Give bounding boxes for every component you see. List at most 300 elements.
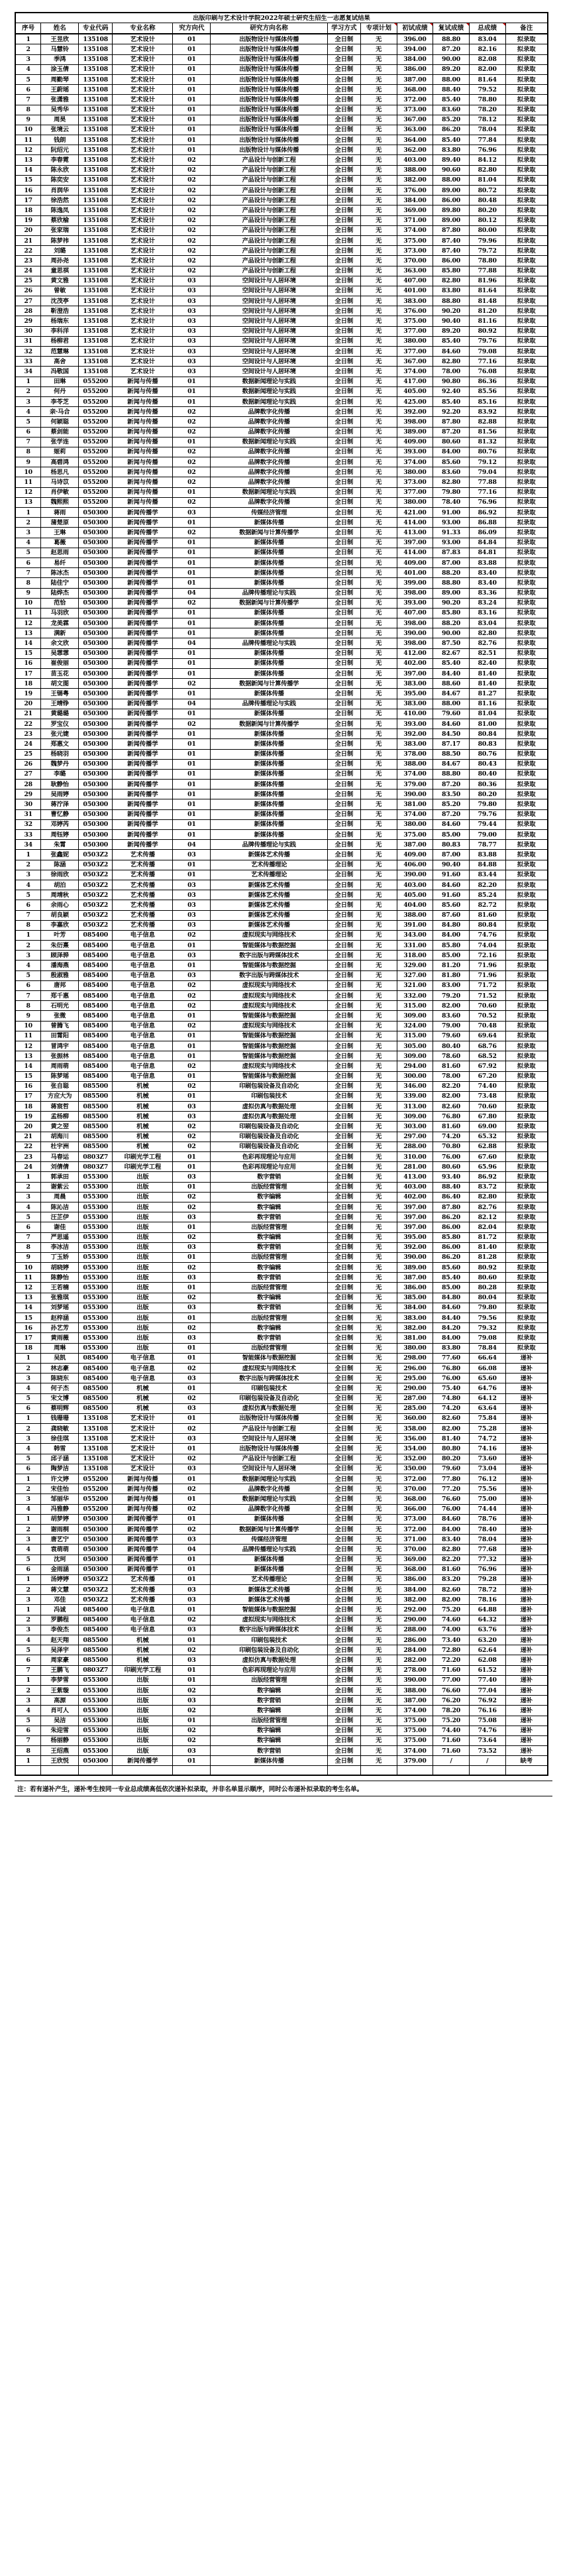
cell-remark: 拟录取	[505, 1222, 548, 1232]
cell-direction-code: 01	[173, 74, 211, 84]
cell-index: 2	[15, 1585, 41, 1595]
cell-direction-code: 02	[173, 225, 211, 235]
cell-initial-score: 372.00	[397, 1474, 433, 1484]
cell-study-mode: 全日制	[327, 347, 360, 357]
cell-remark: 拟录取	[505, 115, 548, 125]
table-row	[15, 1021, 548, 1031]
table-row	[15, 407, 548, 417]
cell-major-name: 艺术设计	[113, 367, 173, 377]
cell-initial-score: 403.00	[397, 880, 433, 890]
cell-direction-name: 数字编辑	[211, 1192, 327, 1202]
cell-major-code: 135108	[79, 336, 113, 346]
cell-major-code: 050300	[79, 1756, 113, 1766]
cell-remark: 递补	[505, 1353, 548, 1363]
cell-major-code: 055300	[79, 1726, 113, 1735]
cell-study-mode: 全日制	[327, 618, 360, 628]
cell-major-name: 新闻传播学	[113, 780, 173, 790]
cell-retest-score: 84.80	[433, 920, 470, 930]
cell-name: 陈涵	[41, 860, 79, 870]
table-row	[15, 860, 548, 870]
cell-index: 19	[15, 1112, 41, 1122]
cell-initial-score: 393.00	[397, 719, 433, 729]
cell-special-plan: 无	[360, 508, 397, 518]
cell-study-mode: 全日制	[327, 125, 360, 135]
cell-initial-score: 278.00	[397, 1665, 433, 1675]
cell-major-name: 机械	[113, 1655, 173, 1665]
cell-direction-name: 品牌数字化传播	[211, 1484, 327, 1494]
cell-study-mode: 全日制	[327, 205, 360, 215]
cell-direction-code: 02	[173, 1735, 211, 1745]
blank-cell	[15, 1766, 41, 1776]
cell-special-plan: 无	[360, 1031, 397, 1041]
cell-name: 蒲楚原	[41, 518, 79, 528]
cell-name: 赵天翔	[41, 1635, 79, 1645]
cell-major-name: 新闻与传播	[113, 407, 173, 417]
cell-index: 5	[15, 890, 41, 900]
cell-special-plan: 无	[360, 840, 397, 850]
cell-index: 3	[15, 951, 41, 961]
table-row	[15, 1242, 548, 1252]
cell-total-score: 67.20	[469, 1071, 505, 1081]
cell-retest-score: 70.80	[433, 1142, 470, 1151]
cell-special-plan: 无	[360, 205, 397, 215]
cell-direction-name: 数据新闻与计算传播学	[211, 679, 327, 689]
cell-major-name: 新闻传播学	[113, 679, 173, 689]
page-title: 出版印刷与艺术设计学院2022年硕士研究生招生一志愿复试结果	[15, 13, 548, 23]
cell-remark: 拟录取	[505, 1182, 548, 1192]
cell-total-score: 80.00	[469, 225, 505, 235]
cell-direction-code: 02	[173, 1021, 211, 1031]
cell-index: 25	[15, 749, 41, 759]
cell-total-score: 79.04	[469, 467, 505, 477]
cell-direction-name: 品牌数字化传播	[211, 497, 327, 507]
cell-major-code: 050300	[79, 618, 113, 628]
cell-index: 12	[15, 487, 41, 497]
cell-retest-score: 82.80	[433, 276, 470, 286]
cell-direction-name: 产品设计与创新工程	[211, 215, 327, 225]
cell-retest-score: 84.60	[433, 1514, 470, 1524]
cell-total-score: 76.96	[469, 497, 505, 507]
cell-index: 2	[15, 44, 41, 54]
cell-direction-name: 空间设计与人居环境	[211, 367, 327, 377]
cell-remark: 拟录取	[505, 860, 548, 870]
cell-major-name: 新闻传播学	[113, 528, 173, 538]
cell-name: 张潇雅	[41, 95, 79, 105]
cell-special-plan: 无	[360, 1706, 397, 1716]
col-header-initial-score: 初试成绩	[397, 23, 433, 34]
cell-special-plan: 无	[360, 477, 397, 487]
cell-total-score: 78.04	[469, 1535, 505, 1545]
cell-index: 25	[15, 276, 41, 286]
cell-index: 22	[15, 719, 41, 729]
cell-direction-code: 03	[173, 1655, 211, 1665]
cell-initial-score: 332.00	[397, 991, 433, 1001]
cell-initial-score: 292.00	[397, 1605, 433, 1615]
cell-study-mode: 全日制	[327, 367, 360, 377]
cell-index: 9	[15, 457, 41, 467]
cell-study-mode: 全日制	[327, 1434, 360, 1444]
cell-major-name: 出版	[113, 1706, 173, 1716]
cell-total-score: 79.52	[469, 85, 505, 95]
cell-major-name: 新闻传播学	[113, 557, 173, 567]
cell-initial-score: 393.00	[397, 598, 433, 608]
cell-special-plan: 无	[360, 1756, 397, 1766]
cell-retest-score: 75.20	[433, 1716, 470, 1726]
cell-total-score: 75.56	[469, 1484, 505, 1494]
cell-name: 蒋宸哲	[41, 1102, 79, 1112]
cell-total-score: 78.77	[469, 840, 505, 850]
cell-index: 7	[15, 568, 41, 578]
cell-special-plan: 无	[360, 95, 397, 105]
cell-index: 8	[15, 920, 41, 930]
cell-major-name: 新闻传播学	[113, 1514, 173, 1524]
cell-major-name: 新闻传播学	[113, 1554, 173, 1564]
cell-index: 2	[15, 1424, 41, 1434]
cell-index: 19	[15, 215, 41, 225]
table-row	[15, 719, 548, 729]
cell-name: 蔡明辉	[41, 1403, 79, 1413]
cell-remark: 递补	[505, 1524, 548, 1534]
cell-study-mode: 全日制	[327, 1564, 360, 1574]
cell-remark: 拟录取	[505, 336, 548, 346]
cell-special-plan: 无	[360, 296, 397, 306]
cell-remark: 拟录取	[505, 437, 548, 447]
cell-index: 11	[15, 135, 41, 145]
cell-special-plan: 无	[360, 1283, 397, 1293]
cell-direction-name: 印刷包装技术	[211, 1635, 327, 1645]
table-row	[15, 1182, 548, 1192]
cell-major-name: 艺术传播	[113, 880, 173, 890]
cell-major-name: 艺术设计	[113, 145, 173, 155]
cell-remark: 递补	[505, 1535, 548, 1545]
table-row	[15, 1323, 548, 1333]
cell-direction-code: 03	[173, 910, 211, 920]
cell-special-plan: 无	[360, 447, 397, 457]
cell-major-name: 电子信息	[113, 961, 173, 970]
cell-special-plan: 无	[360, 44, 397, 54]
cell-major-code: 135108	[79, 306, 113, 316]
cell-retest-score: 83.40	[433, 1535, 470, 1545]
cell-direction-code: 01	[173, 1494, 211, 1504]
cell-direction-name: 出版经营管理	[211, 1283, 327, 1293]
cell-study-mode: 全日制	[327, 1514, 360, 1524]
table-row	[15, 64, 548, 74]
cell-total-score: 71.52	[469, 991, 505, 1001]
cell-direction-name: 出版物设计与媒体传播	[211, 145, 327, 155]
cell-major-name: 机械	[113, 1091, 173, 1101]
cell-study-mode: 全日制	[327, 336, 360, 346]
cell-major-name: 新闻与传播	[113, 396, 173, 406]
cell-direction-name: 品牌数字化传播	[211, 427, 327, 437]
table-row	[15, 920, 548, 930]
cell-name: 林志豪	[41, 1363, 79, 1373]
cell-major-name: 新闻传播学	[113, 1564, 173, 1574]
cell-remark: 拟录取	[505, 306, 548, 316]
table-row	[15, 175, 548, 185]
cell-major-code: 055300	[79, 1232, 113, 1242]
cell-name: 张元婕	[41, 729, 79, 739]
cell-remark: 递补	[505, 1585, 548, 1595]
cell-remark: 递补	[505, 1393, 548, 1403]
cell-direction-name: 新媒体传播	[211, 799, 327, 809]
cell-direction-name: 新媒体传播	[211, 709, 327, 719]
cell-direction-code: 01	[173, 658, 211, 668]
cell-study-mode: 全日制	[327, 809, 360, 819]
cell-initial-score: 290.00	[397, 1615, 433, 1625]
cell-retest-score: 78.60	[433, 1051, 470, 1061]
cell-major-code: 050300	[79, 1514, 113, 1524]
cell-initial-score: 374.00	[397, 1706, 433, 1716]
cell-special-plan: 无	[360, 941, 397, 951]
cell-direction-code: 01	[173, 749, 211, 759]
cell-index: 11	[15, 1273, 41, 1283]
cell-study-mode: 全日制	[327, 548, 360, 557]
cell-name: 邓佳	[41, 1595, 79, 1605]
cell-study-mode: 全日制	[327, 1645, 360, 1655]
cell-initial-score: 375.00	[397, 1716, 433, 1726]
cell-major-code: 055300	[79, 1716, 113, 1726]
cell-total-score: 77.40	[469, 1675, 505, 1685]
cell-direction-code: 03	[173, 1585, 211, 1595]
cell-retest-score: 79.60	[433, 1464, 470, 1474]
cell-direction-name: 印刷包装技术	[211, 1383, 327, 1393]
cell-retest-score: 89.00	[433, 215, 470, 225]
cell-special-plan: 无	[360, 1263, 397, 1273]
cell-remark: 拟录取	[505, 74, 548, 84]
cell-retest-score: 84.67	[433, 759, 470, 769]
cell-study-mode: 全日制	[327, 266, 360, 276]
cell-study-mode: 全日制	[327, 508, 360, 518]
cell-index: 3	[15, 1625, 41, 1635]
cell-study-mode: 全日制	[327, 155, 360, 165]
cell-name: 沈茂亭	[41, 296, 79, 306]
cell-major-code: 085400	[79, 1051, 113, 1061]
cell-study-mode: 全日制	[327, 1595, 360, 1605]
cell-retest-score: 72.20	[433, 1655, 470, 1665]
cell-major-code: 085400	[79, 1031, 113, 1041]
cell-major-code: 085400	[79, 930, 113, 940]
cell-initial-score: 374.00	[397, 769, 433, 779]
cell-major-name: 艺术传播	[113, 1595, 173, 1605]
cell-major-name: 艺术传播	[113, 910, 173, 920]
cell-initial-score: 391.00	[397, 920, 433, 930]
cell-direction-code: 02	[173, 427, 211, 437]
cell-total-score: 74.72	[469, 1434, 505, 1444]
cell-total-score: 83.40	[469, 568, 505, 578]
cell-remark: 递补	[505, 1655, 548, 1665]
cell-special-plan: 无	[360, 930, 397, 940]
cell-remark: 拟录取	[505, 1252, 548, 1262]
cell-study-mode: 全日制	[327, 95, 360, 105]
cell-name: 吴凯	[41, 1353, 79, 1363]
cell-name: 周靖秋	[41, 890, 79, 900]
cell-retest-score: 81.60	[433, 1122, 470, 1132]
cell-name: 高舍	[41, 357, 79, 367]
cell-initial-score: 300.00	[397, 1071, 433, 1081]
cell-direction-code: 03	[173, 1374, 211, 1383]
cell-study-mode: 全日制	[327, 1283, 360, 1293]
cell-special-plan: 无	[360, 1102, 397, 1112]
cell-major-name: 机械	[113, 1132, 173, 1142]
cell-name: 刘梦瑶	[41, 1303, 79, 1313]
cell-major-code: 135108	[79, 215, 113, 225]
cell-retest-score: 83.80	[433, 1343, 470, 1353]
cell-name: 陈逸凤	[41, 205, 79, 215]
cell-initial-score: 407.00	[397, 608, 433, 618]
cell-special-plan: 无	[360, 1293, 397, 1303]
cell-retest-score: 76.00	[433, 1504, 470, 1514]
cell-total-score: 73.60	[469, 1454, 505, 1464]
table-row	[15, 961, 548, 970]
cell-major-code: 085400	[79, 951, 113, 961]
cell-major-name: 新闻传播学	[113, 739, 173, 749]
cell-study-mode: 全日制	[327, 941, 360, 951]
cell-major-code: 050300	[79, 557, 113, 567]
cell-major-name: 新闻与传播	[113, 417, 173, 427]
cell-name: 方应大为	[41, 1091, 79, 1101]
cell-remark: 拟录取	[505, 799, 548, 809]
cell-major-name: 新闻传播学	[113, 578, 173, 588]
cell-remark: 拟录取	[505, 1333, 548, 1343]
cell-retest-score: 82.80	[433, 1545, 470, 1554]
cell-special-plan: 无	[360, 1424, 397, 1434]
cell-retest-score: 86.20	[433, 125, 470, 135]
cell-major-name: 新闻传播学	[113, 790, 173, 799]
cell-direction-name: 虚拟现实与网络技术	[211, 1363, 327, 1373]
cell-special-plan: 无	[360, 1202, 397, 1212]
cell-remark: 拟录取	[505, 880, 548, 890]
cell-special-plan: 无	[360, 1122, 397, 1132]
cell-study-mode: 全日制	[327, 306, 360, 316]
cell-major-name: 出版	[113, 1716, 173, 1726]
cell-direction-name: 出版物设计与媒体传播	[211, 74, 327, 84]
cell-total-score: 82.51	[469, 648, 505, 658]
table-row	[15, 1172, 548, 1182]
cell-total-score: 67.80	[469, 1112, 505, 1122]
cell-special-plan: 无	[360, 1413, 397, 1423]
cell-name: 张振林	[41, 1051, 79, 1061]
cell-remark: 递补	[505, 1554, 548, 1564]
cell-study-mode: 全日制	[327, 819, 360, 829]
cell-major-name: 新闻传播学	[113, 840, 173, 850]
cell-direction-name: 数据新闻理论与实践	[211, 437, 327, 447]
cell-initial-score: 383.00	[397, 699, 433, 709]
cell-direction-code: 01	[173, 819, 211, 829]
cell-major-name: 新闻传播学	[113, 729, 173, 739]
cell-major-code: 050300	[79, 769, 113, 779]
cell-index: 9	[15, 588, 41, 598]
cell-initial-score: 290.00	[397, 1383, 433, 1393]
cell-initial-score: 368.00	[397, 1494, 433, 1504]
cell-study-mode: 全日制	[327, 850, 360, 860]
cell-study-mode: 全日制	[327, 739, 360, 749]
cell-major-code: 055300	[79, 1252, 113, 1262]
cell-name: 陈奕安	[41, 175, 79, 185]
cell-direction-code: 02	[173, 417, 211, 427]
cell-major-code: 055300	[79, 1293, 113, 1303]
cell-total-score: 66.08	[469, 1363, 505, 1373]
cell-direction-name: 出版经营管理	[211, 1716, 327, 1726]
cell-retest-score: 90.40	[433, 316, 470, 326]
cell-total-score: 81.27	[469, 689, 505, 699]
cell-special-plan: 无	[360, 719, 397, 729]
cell-direction-code: 02	[173, 1192, 211, 1202]
cell-remark: 拟录取	[505, 1323, 548, 1333]
table-row	[15, 256, 548, 266]
cell-initial-score: 401.00	[397, 286, 433, 296]
cell-index: 1	[15, 1353, 41, 1363]
cell-index: 1	[15, 377, 41, 386]
table-row	[15, 286, 548, 296]
cell-index: 8	[15, 105, 41, 115]
cell-study-mode: 全日制	[327, 1374, 360, 1383]
table-row	[15, 1524, 548, 1534]
cell-major-code: 055300	[79, 1182, 113, 1192]
cell-major-code: 135108	[79, 205, 113, 215]
cell-direction-code: 02	[173, 1323, 211, 1333]
cell-study-mode: 全日制	[327, 1554, 360, 1564]
cell-direction-code: 01	[173, 669, 211, 679]
cell-index: 3	[15, 1595, 41, 1605]
cell-initial-score: 398.00	[397, 588, 433, 598]
col-header-study-mode: 学习方式	[327, 23, 360, 34]
cell-name: 陈梦祎	[41, 235, 79, 245]
cell-major-name: 机械	[113, 1081, 173, 1091]
table-row	[15, 739, 548, 749]
table-row	[15, 1102, 548, 1112]
table-row	[15, 377, 548, 386]
cell-total-score: 79.80	[469, 799, 505, 809]
cell-retest-score: 88.80	[433, 769, 470, 779]
table-row	[15, 1564, 548, 1574]
cell-study-mode: 全日制	[327, 145, 360, 155]
cell-index: 2	[15, 1484, 41, 1494]
cell-direction-name: 虚拟仿真与数据处理	[211, 1112, 327, 1122]
cell-direction-name: 新媒体传播	[211, 780, 327, 790]
cell-special-plan: 无	[360, 1242, 397, 1252]
table-row	[15, 830, 548, 840]
cell-remark: 递补	[505, 1625, 548, 1635]
cell-major-name: 新闻传播学	[113, 588, 173, 598]
cell-name: 陶梦洁	[41, 1464, 79, 1474]
cell-major-code: 050300	[79, 1545, 113, 1554]
cell-remark: 递补	[505, 1434, 548, 1444]
cell-major-name: 新闻传播学	[113, 1535, 173, 1545]
cell-retest-score: 90.20	[433, 306, 470, 316]
cell-total-score: 81.96	[469, 276, 505, 286]
cell-index: 33	[15, 830, 41, 840]
cell-major-code: 050300	[79, 729, 113, 739]
cell-retest-score: 89.80	[433, 205, 470, 215]
cell-initial-score: 379.00	[397, 1756, 433, 1766]
cell-direction-code: 01	[173, 1383, 211, 1393]
cell-retest-score: 77.20	[433, 1484, 470, 1494]
cell-index: 1	[15, 1172, 41, 1182]
cell-direction-name: 数据新闻理论与实践	[211, 377, 327, 386]
cell-special-plan: 无	[360, 608, 397, 618]
cell-major-code: 050300	[79, 840, 113, 850]
cell-special-plan: 无	[360, 1665, 397, 1675]
cell-direction-code: 02	[173, 598, 211, 608]
cell-special-plan: 无	[360, 1635, 397, 1645]
cell-direction-code: 01	[173, 961, 211, 970]
cell-total-score: 83.36	[469, 588, 505, 598]
cell-index: 14	[15, 1061, 41, 1071]
cell-index: 2	[15, 1685, 41, 1695]
cell-retest-score: 83.50	[433, 790, 470, 799]
cell-total-score: 79.96	[469, 235, 505, 245]
cell-total-score: 81.04	[469, 175, 505, 185]
